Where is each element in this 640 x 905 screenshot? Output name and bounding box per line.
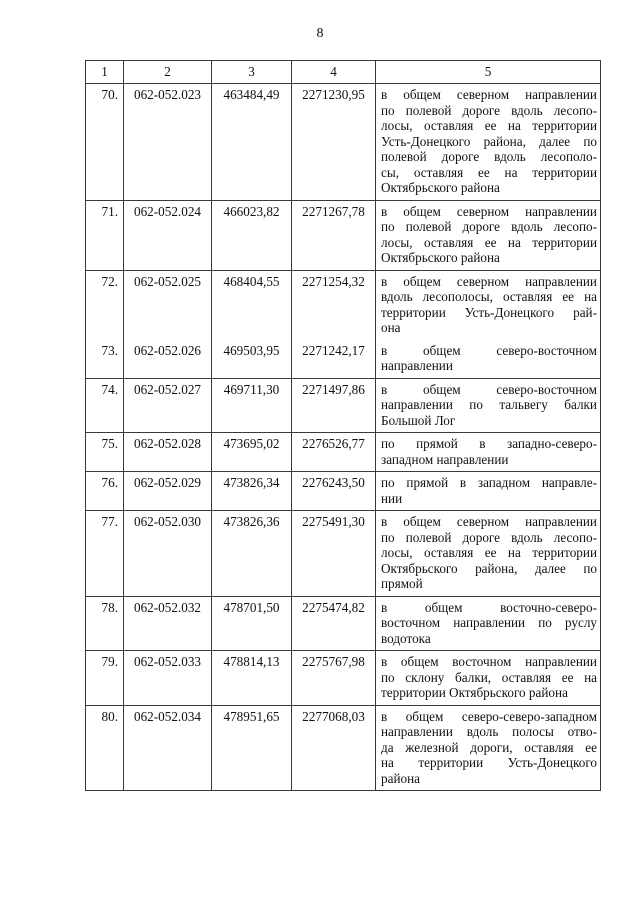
- description-line: Большой Лог: [381, 412, 456, 428]
- boundary-description: [376, 596, 601, 651]
- boundary-description: [376, 378, 601, 433]
- boundary-description: [376, 511, 601, 597]
- description-line: нии: [381, 490, 403, 506]
- description-line: по прямой в западно-северо-: [381, 436, 597, 451]
- boundary-description: [376, 84, 601, 201]
- coordinate-x: 473695,02: [212, 433, 292, 472]
- table-row: [86, 651, 601, 706]
- coordinate-y: 2271497,86: [292, 378, 376, 433]
- description-line: Октябрьского района: [381, 250, 500, 265]
- coordinate-y: 2271254,32: [292, 270, 376, 340]
- coordinate-x: 469503,95: [212, 340, 292, 379]
- boundary-table: [85, 60, 601, 791]
- point-code: 062-052.034: [124, 705, 212, 791]
- description-line: прямой: [381, 576, 423, 591]
- description-line: вдоль лесополосы, оставляя ее на: [381, 289, 597, 304]
- table-row: [86, 270, 601, 340]
- coordinate-x: 478951,65: [212, 705, 292, 791]
- table-body: [86, 84, 601, 791]
- row-number: 72.: [86, 270, 124, 340]
- coordinate-x: 478814,13: [212, 651, 292, 706]
- coordinate-y: 2271267,78: [292, 200, 376, 270]
- description-line: направлении вдоль полосы отво-: [381, 724, 597, 739]
- boundary-description: [376, 651, 601, 706]
- coordinate-y: 2275491,30: [292, 511, 376, 597]
- coordinate-y: 2276526,77: [292, 433, 376, 472]
- row-number: 79.: [86, 651, 124, 706]
- table-row: [86, 705, 601, 791]
- description-line: территории Усть-Донецкого рай-: [381, 304, 597, 320]
- point-code: 062-052.026: [124, 340, 212, 379]
- row-number: 70.: [86, 84, 124, 201]
- point-code: 062-052.024: [124, 200, 212, 270]
- point-code: 062-052.028: [124, 433, 212, 472]
- table-row: [86, 511, 601, 597]
- table-row: [86, 378, 601, 433]
- row-number: 75.: [86, 433, 124, 472]
- description-line: полевой дороге вдоль лесополо-: [381, 149, 597, 164]
- description-line: в общем северо-северо-западном: [381, 708, 597, 724]
- boundary-description: [376, 433, 601, 472]
- point-code: 062-052.025: [124, 270, 212, 340]
- boundary-description: [376, 200, 601, 270]
- description-line: в общем восточном направлении: [381, 654, 597, 669]
- row-number: 71.: [86, 200, 124, 270]
- description-line: лосы, оставляя ее на территории: [381, 118, 597, 133]
- description-line: по склону балки, оставляя ее на: [381, 669, 597, 685]
- description-line: западном направлении: [381, 451, 509, 467]
- description-line: в общем северном направлении: [381, 514, 597, 529]
- description-line: водотока: [381, 630, 431, 646]
- coordinate-x: 469711,30: [212, 378, 292, 433]
- description-line: на территории Усть-Донецкого: [381, 755, 597, 770]
- header-cell-3: 3: [212, 61, 292, 84]
- description-line: в общем северном направлении: [381, 273, 597, 289]
- description-line: она: [381, 320, 401, 335]
- row-number: 73.: [86, 340, 124, 379]
- table-row: [86, 433, 601, 472]
- description-line: территории Октябрьского района: [381, 685, 568, 700]
- boundary-description: [376, 340, 601, 379]
- description-line: лосы, оставляя ее на территории: [381, 234, 597, 250]
- description-line: по прямой в западном направле-: [381, 475, 597, 490]
- header-cell-4: 4: [292, 61, 376, 84]
- table-row: [86, 596, 601, 651]
- table-row: [86, 472, 601, 511]
- coordinate-y: 2275474,82: [292, 596, 376, 651]
- table-row: [86, 340, 601, 379]
- point-code: 062-052.023: [124, 84, 212, 201]
- table-row: [86, 84, 601, 201]
- coordinate-y: 2276243,50: [292, 472, 376, 511]
- row-number: 74.: [86, 378, 124, 433]
- description-line: да железной дороги, оставляя ее: [381, 739, 597, 755]
- boundary-description: [376, 270, 601, 340]
- boundary-description: [376, 472, 601, 511]
- description-line: в общем восточно-северо-: [381, 599, 597, 615]
- description-line: в общем северо-восточном: [381, 342, 597, 358]
- description-line: направлении: [381, 358, 453, 373]
- description-line: в общем северо-восточном: [381, 381, 597, 397]
- point-code: 062-052.027: [124, 378, 212, 433]
- coordinate-y: 2277068,03: [292, 705, 376, 791]
- point-code: 062-052.032: [124, 596, 212, 651]
- table-row: [86, 200, 601, 270]
- coordinate-y: 2271230,95: [292, 84, 376, 201]
- point-code: 062-052.033: [124, 651, 212, 706]
- description-line: по полевой дороге вдоль лесопо-: [381, 102, 597, 118]
- description-line: Октябрьского района: [381, 180, 500, 195]
- description-line: Октябрьского района, далее по: [381, 560, 597, 576]
- description-line: лосы, оставляя ее на территории: [381, 545, 597, 560]
- page-number: 8: [316, 26, 324, 41]
- description-line: в общем северном направлении: [381, 87, 597, 102]
- boundary-description: [376, 705, 601, 791]
- coordinate-x: 468404,55: [212, 270, 292, 340]
- row-number: 78.: [86, 596, 124, 651]
- description-line: сы, оставляя ее на территории: [381, 164, 597, 180]
- coordinate-y: 2271242,17: [292, 340, 376, 379]
- description-line: в общем северном направлении: [381, 203, 597, 219]
- header-cell-5: 5: [376, 61, 601, 84]
- description-line: по полевой дороге вдоль лесопо-: [381, 529, 597, 545]
- row-number: 77.: [86, 511, 124, 597]
- description-line: по полевой дороге вдоль лесопо-: [381, 219, 597, 234]
- coordinate-x: 463484,49: [212, 84, 292, 201]
- description-line: Усть-Донецкого района, далее по: [381, 133, 597, 149]
- coordinate-x: 466023,82: [212, 200, 292, 270]
- coordinate-x: 478701,50: [212, 596, 292, 651]
- description-line: восточном направлении по руслу: [381, 615, 597, 630]
- coordinate-x: 473826,34: [212, 472, 292, 511]
- point-code: 062-052.030: [124, 511, 212, 597]
- coordinate-y: 2275767,98: [292, 651, 376, 706]
- point-code: 062-052.029: [124, 472, 212, 511]
- coordinate-x: 473826,36: [212, 511, 292, 597]
- header-row: [86, 61, 601, 84]
- description-line: направлении по тальвегу балки: [381, 397, 597, 412]
- row-number: 80.: [86, 705, 124, 791]
- header-cell-1: 1: [86, 61, 124, 84]
- description-line: района: [381, 770, 421, 786]
- row-number: 76.: [86, 472, 124, 511]
- header-cell-2: 2: [124, 61, 212, 84]
